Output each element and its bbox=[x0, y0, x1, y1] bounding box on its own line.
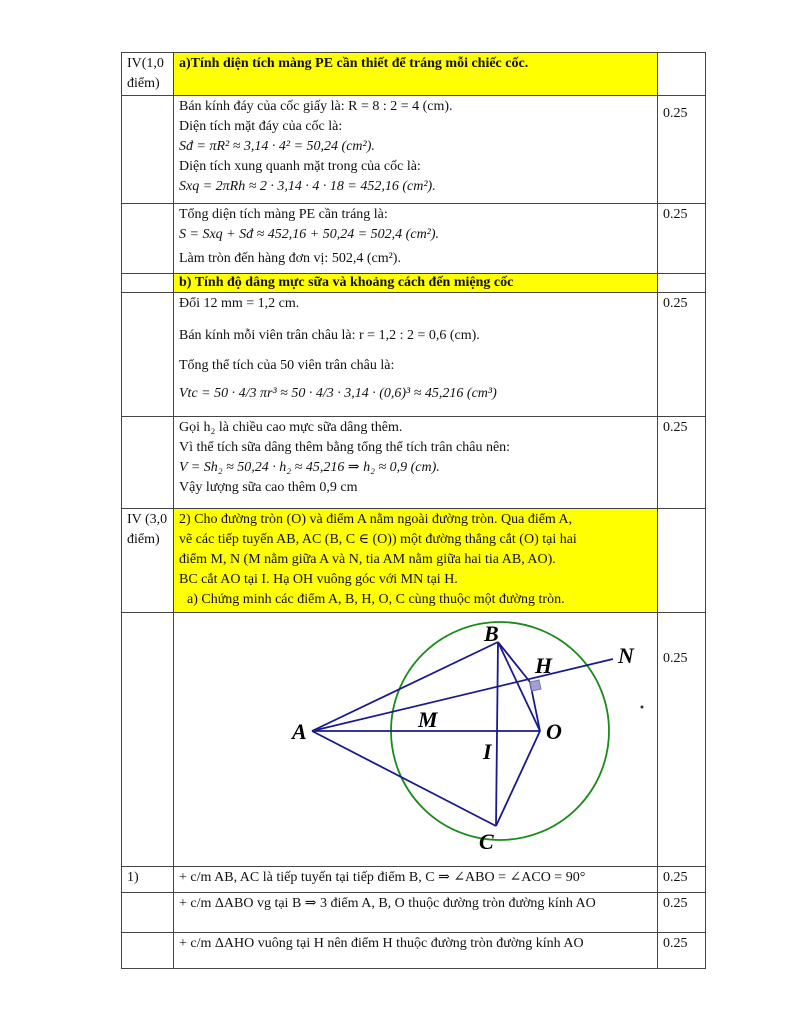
problem-line: vẽ các tiếp tuyến AB, AC (B, C ∈ (O)) một đường thẳng cắt (O) tại hai bbox=[179, 532, 577, 547]
formula-line: Vtc = 50 · 4/3 πr³ ≈ 50 · 4/3 · 3,14 · (0,6)³ ≈ 45,216 (cm³) bbox=[179, 386, 497, 401]
step-4-content bbox=[174, 417, 658, 509]
row-step-4 bbox=[122, 417, 706, 509]
proof-text: + c/m ΔABO vg tại B ⇒ 3 điểm A, B, O thuộc đường tròn đường kính AO bbox=[174, 893, 658, 933]
text-line: Diện tích mặt đáy của cốc là: bbox=[179, 119, 343, 134]
proof-text: + c/m AB, AC là tiếp tuyến tại tiếp điểm B, C ⇒ ∠ABO = ∠ACO = 90° bbox=[174, 867, 658, 893]
label-i: I bbox=[483, 739, 492, 764]
text-line: Vì thể tích sữa dâng thêm bằng tổng thể tích trân châu nên: bbox=[179, 440, 511, 455]
label-n: N bbox=[618, 643, 634, 668]
section-label: IV(1,0 điểm) bbox=[122, 53, 174, 96]
label-a: A bbox=[292, 719, 307, 744]
formula-line: S = Sxq + Sđ ≈ 452,16 + 50,24 = 502,4 (cm²). bbox=[179, 227, 440, 242]
part-b-title: b) Tính độ dâng mực sữa và khoảng cách đến miệng cốc bbox=[174, 274, 658, 293]
row-step-1 bbox=[122, 96, 706, 204]
row-figure bbox=[122, 613, 706, 867]
row-problem-statement bbox=[122, 509, 706, 613]
problem-line: a) Chứng minh các điểm A, B, H, O, C cùng thuộc một đường tròn. bbox=[187, 592, 565, 607]
text-line: Diện tích xung quanh mặt trong của cốc là: bbox=[179, 159, 421, 174]
part-a-title: a)Tính diện tích màng PE cần thiết để tráng mỗi chiếc cốc. bbox=[174, 53, 658, 96]
proof-text: + c/m ΔAHO vuông tại H nên điểm H thuộc đường tròn đường kính AO bbox=[174, 933, 658, 969]
text-line: Gọi h₂ là chiều cao mực sữa dâng thêm. bbox=[179, 420, 403, 435]
text-line: Làm tròn đến hàng đơn vị: 502,4 (cm²). bbox=[179, 251, 401, 266]
point-dot bbox=[641, 706, 644, 709]
row-step-3 bbox=[122, 293, 706, 417]
text-line: Bán kính đáy của cốc giấy là: R = 8 : 2 = 4 (cm). bbox=[179, 99, 453, 114]
score: 0.25 bbox=[658, 96, 706, 204]
text-line: Vậy lượng sữa cao thêm 0,9 cm bbox=[179, 480, 358, 495]
problem-line: BC cắt AO tại I. Hạ OH vuông góc với MN tại H. bbox=[179, 572, 458, 587]
segment-ab bbox=[312, 642, 498, 731]
problem-line: 2) Cho đường tròn (O) và điểm A nằm ngoài đường tròn. Qua điểm A, bbox=[179, 512, 573, 527]
step-1-content bbox=[174, 96, 658, 204]
text-line: Tổng diện tích màng PE cần tráng là: bbox=[179, 207, 388, 222]
label-h: H bbox=[535, 653, 553, 678]
figure-cell bbox=[174, 613, 658, 867]
score: 0.25 bbox=[658, 933, 706, 969]
row-proof-1 bbox=[122, 867, 706, 893]
formula-line: Sđ = πR² ≈ 3,14 · 4² = 50,24 (cm²). bbox=[179, 139, 375, 154]
label-o: O bbox=[546, 719, 562, 744]
step-3-content bbox=[174, 293, 658, 417]
label-m: M bbox=[418, 707, 438, 732]
segment-ac bbox=[312, 731, 496, 826]
formula-line: Sxq = 2πRh ≈ 2 · 3,14 · 4 · 18 = 452,16 (cm²). bbox=[179, 179, 436, 194]
step-2-content bbox=[174, 204, 658, 274]
geometry-figure bbox=[174, 613, 658, 859]
proof-label: 1) bbox=[122, 867, 174, 893]
section-label: IV (3,0 điểm) bbox=[122, 509, 174, 613]
segment-bc bbox=[496, 642, 498, 826]
row-part-a-heading bbox=[122, 53, 706, 96]
score: 0.25 bbox=[658, 893, 706, 933]
score: 0.25 bbox=[658, 613, 706, 867]
answer-table bbox=[121, 52, 706, 969]
problem-statement bbox=[174, 509, 658, 613]
score: 0.25 bbox=[658, 867, 706, 893]
score: 0.25 bbox=[658, 204, 706, 274]
row-proof-2 bbox=[122, 893, 706, 933]
row-part-b-heading bbox=[122, 274, 706, 293]
text-line: Tổng thể tích của 50 viên trân châu là: bbox=[179, 358, 395, 373]
label-c: C bbox=[479, 829, 494, 854]
right-angle-mark bbox=[530, 680, 541, 691]
row-proof-3 bbox=[122, 933, 706, 969]
row-step-2 bbox=[122, 204, 706, 274]
segment-an bbox=[312, 659, 613, 731]
text-line: Bán kính mỗi viên trân châu là: r = 1,2 : 2 = 0,6 (cm). bbox=[179, 328, 480, 343]
segment-co bbox=[496, 731, 540, 826]
label-b: B bbox=[484, 621, 499, 646]
text-line: Đổi 12 mm = 1,2 cm. bbox=[179, 296, 300, 311]
score: 0.25 bbox=[658, 417, 706, 509]
problem-line: điểm M, N (M nằm giữa A và N, tia AM nằm giữa hai tia AB, AO). bbox=[179, 552, 556, 567]
score: 0.25 bbox=[658, 293, 706, 417]
formula-line: V = Sh₂ ≈ 50,24 · h₂ ≈ 45,216 ⇒ h₂ ≈ 0,9 (cm). bbox=[179, 460, 440, 475]
score-cell bbox=[658, 53, 706, 96]
